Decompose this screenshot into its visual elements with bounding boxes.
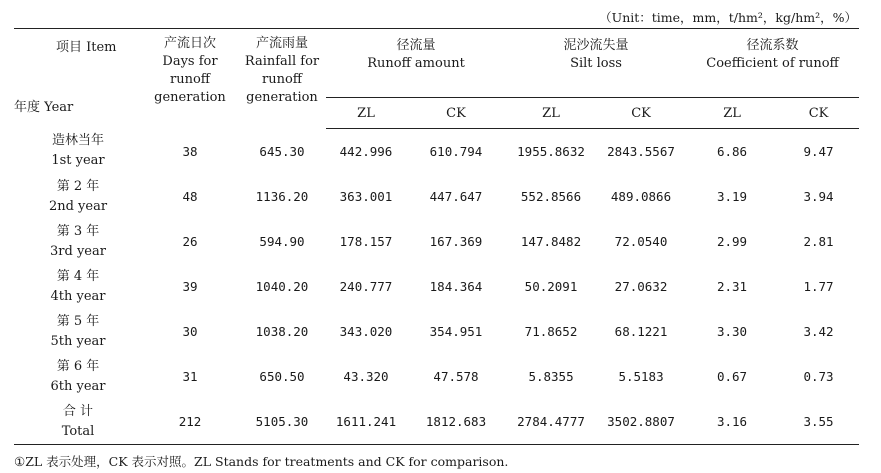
year-cell bbox=[14, 354, 142, 399]
runoff-ck-cell: 1812.683 bbox=[406, 399, 506, 445]
coef-header-en: Coefficient of runoff bbox=[706, 56, 839, 71]
table-row bbox=[14, 174, 859, 219]
days-cell: 48 bbox=[182, 189, 198, 204]
rainfall-header-zh: 产流雨量 bbox=[255, 36, 308, 51]
coef-zl-cell: 6.86 bbox=[716, 144, 748, 159]
coef-ck-header: CK bbox=[778, 98, 859, 129]
year-en: 6th year bbox=[50, 378, 106, 394]
silt-zl-cell: 1955.8632 bbox=[517, 144, 585, 159]
runoff-ck-cell: 354.951 bbox=[429, 324, 483, 339]
table-row bbox=[14, 129, 859, 175]
year-zh: 造林当年 bbox=[51, 133, 104, 149]
coef-ck-cell: 2.81 bbox=[803, 234, 834, 249]
coef-ck-cell: 3.55 bbox=[778, 399, 859, 445]
table-row bbox=[14, 399, 859, 445]
runoff-zl-cell: 43.320 bbox=[343, 369, 389, 384]
year-cell bbox=[14, 399, 142, 445]
year-label: 年度 Year bbox=[14, 100, 74, 115]
runoff-table bbox=[14, 28, 859, 445]
coef-ck-cell: 0.73 bbox=[803, 369, 834, 384]
year-cell bbox=[14, 219, 142, 264]
silt-header-zh: 泥沙流失量 bbox=[563, 38, 629, 53]
days-cell: 212 bbox=[142, 399, 238, 445]
rainfall-cell: 1136.20 bbox=[255, 189, 309, 204]
rainfall-header-en: Rainfall for runoff generation bbox=[244, 54, 320, 105]
rainfall-cell: 1040.20 bbox=[255, 279, 309, 294]
year-en: 5th year bbox=[50, 333, 106, 349]
runoff-header-en: Runoff amount bbox=[367, 56, 465, 71]
coef-zl-cell: 3.19 bbox=[716, 189, 748, 204]
coef-zl-cell: 3.30 bbox=[716, 324, 748, 339]
table-row bbox=[14, 309, 859, 354]
year-zh: 第 4 年 bbox=[56, 268, 100, 284]
runoff-ck-cell: 447.647 bbox=[429, 189, 483, 204]
runoff-header-zh: 径流量 bbox=[396, 38, 436, 53]
year-zh: 第 2 年 bbox=[56, 178, 100, 194]
silt-zl-cell: 71.8652 bbox=[524, 324, 578, 339]
silt-zl-cell: 50.2091 bbox=[524, 279, 578, 294]
coef-zl-cell: 0.67 bbox=[716, 369, 748, 384]
runoff-zl-cell: 442.996 bbox=[339, 144, 393, 159]
silt-header-en: Silt loss bbox=[570, 56, 622, 71]
days-header-en: Days for runoff generation bbox=[154, 54, 226, 105]
year-zh: 第 5 年 bbox=[56, 313, 100, 329]
runoff-zl-cell: 343.020 bbox=[339, 324, 393, 339]
silt-header bbox=[506, 29, 686, 98]
days-header bbox=[142, 29, 238, 129]
runoff-ck-cell: 184.364 bbox=[429, 279, 483, 294]
year-en: 1st year bbox=[51, 153, 105, 169]
rainfall-cell: 1038.20 bbox=[255, 324, 309, 339]
silt-ck-cell: 27.0632 bbox=[614, 279, 668, 294]
rainfall-cell: 5105.30 bbox=[238, 399, 326, 445]
table-row bbox=[14, 264, 859, 309]
silt-ck-cell: 489.0866 bbox=[610, 189, 672, 204]
silt-zl-cell: 147.8482 bbox=[520, 234, 582, 249]
coef-header bbox=[686, 29, 859, 98]
runoff-ck-header: CK bbox=[406, 98, 506, 129]
year-cell bbox=[14, 264, 142, 309]
footnote: ①ZL 表示处理，CK 表示对照。ZL Stands for treatments and CK for comparison. bbox=[14, 454, 509, 469]
silt-ck-cell: 72.0540 bbox=[614, 234, 668, 249]
header-row-1 bbox=[14, 29, 859, 98]
silt-zl-cell: 552.8566 bbox=[520, 189, 582, 204]
runoff-header bbox=[326, 29, 506, 98]
coef-zl-cell: 3.16 bbox=[686, 399, 778, 445]
runoff-zl-cell: 240.777 bbox=[339, 279, 393, 294]
silt-ck-cell: 5.5183 bbox=[618, 369, 664, 384]
silt-zl-cell: 2784.4777 bbox=[506, 399, 596, 445]
silt-ck-header: CK bbox=[596, 98, 686, 129]
days-cell: 39 bbox=[182, 279, 198, 294]
days-cell: 38 bbox=[182, 143, 198, 159]
year-cell bbox=[14, 174, 142, 219]
year-cell bbox=[14, 309, 142, 354]
runoff-ck-cell: 610.794 bbox=[429, 144, 483, 159]
table-row bbox=[14, 354, 859, 399]
runoff-ck-cell: 47.578 bbox=[433, 369, 479, 384]
coef-ck-cell: 1.77 bbox=[803, 279, 834, 294]
item-label: 项目 Item bbox=[56, 40, 117, 55]
year-zh: 第 3 年 bbox=[56, 223, 100, 239]
runoff-zl-header: ZL bbox=[326, 98, 406, 129]
coef-ck-cell: 3.42 bbox=[803, 324, 834, 339]
runoff-zl-cell: 178.157 bbox=[339, 234, 393, 249]
year-en: 3rd year bbox=[50, 243, 106, 259]
silt-ck-cell: 68.1221 bbox=[614, 324, 668, 339]
coef-ck-cell: 9.47 bbox=[803, 144, 834, 159]
runoff-ck-cell: 167.369 bbox=[429, 234, 483, 249]
days-header-zh: 产流日次 bbox=[163, 36, 216, 51]
table-body bbox=[14, 129, 859, 445]
unit-note: （Unit：time，mm，t/hm²，kg/hm²，%） bbox=[599, 10, 857, 25]
days-cell: 30 bbox=[182, 324, 198, 339]
rainfall-cell: 594.90 bbox=[259, 234, 305, 249]
silt-zl-cell: 5.8355 bbox=[528, 369, 574, 384]
coef-zl-header: ZL bbox=[686, 98, 778, 129]
silt-ck-cell: 2843.5567 bbox=[607, 144, 675, 159]
days-cell: 31 bbox=[182, 369, 198, 384]
rainfall-cell: 650.50 bbox=[259, 369, 305, 384]
runoff-zl-cell: 363.001 bbox=[339, 189, 393, 204]
coef-ck-cell: 3.94 bbox=[803, 189, 834, 204]
year-en: 4th year bbox=[50, 288, 106, 304]
coef-header-zh: 径流系数 bbox=[746, 38, 799, 53]
year-en: 2nd year bbox=[48, 198, 108, 214]
year-en: Total bbox=[61, 423, 95, 439]
days-cell: 26 bbox=[182, 234, 198, 249]
year-zh: 合 计 bbox=[62, 403, 94, 419]
table-row bbox=[14, 219, 859, 264]
silt-zl-header: ZL bbox=[506, 98, 596, 129]
item-year-header bbox=[14, 29, 142, 129]
rainfall-header bbox=[238, 29, 326, 129]
runoff-zl-cell: 1611.241 bbox=[326, 399, 406, 445]
silt-ck-cell: 3502.8807 bbox=[596, 399, 686, 445]
coef-zl-cell: 2.99 bbox=[716, 234, 748, 249]
rainfall-cell: 645.30 bbox=[259, 143, 305, 159]
coef-zl-cell: 2.31 bbox=[716, 279, 748, 294]
year-zh: 第 6 年 bbox=[56, 358, 100, 374]
year-cell bbox=[14, 129, 142, 175]
